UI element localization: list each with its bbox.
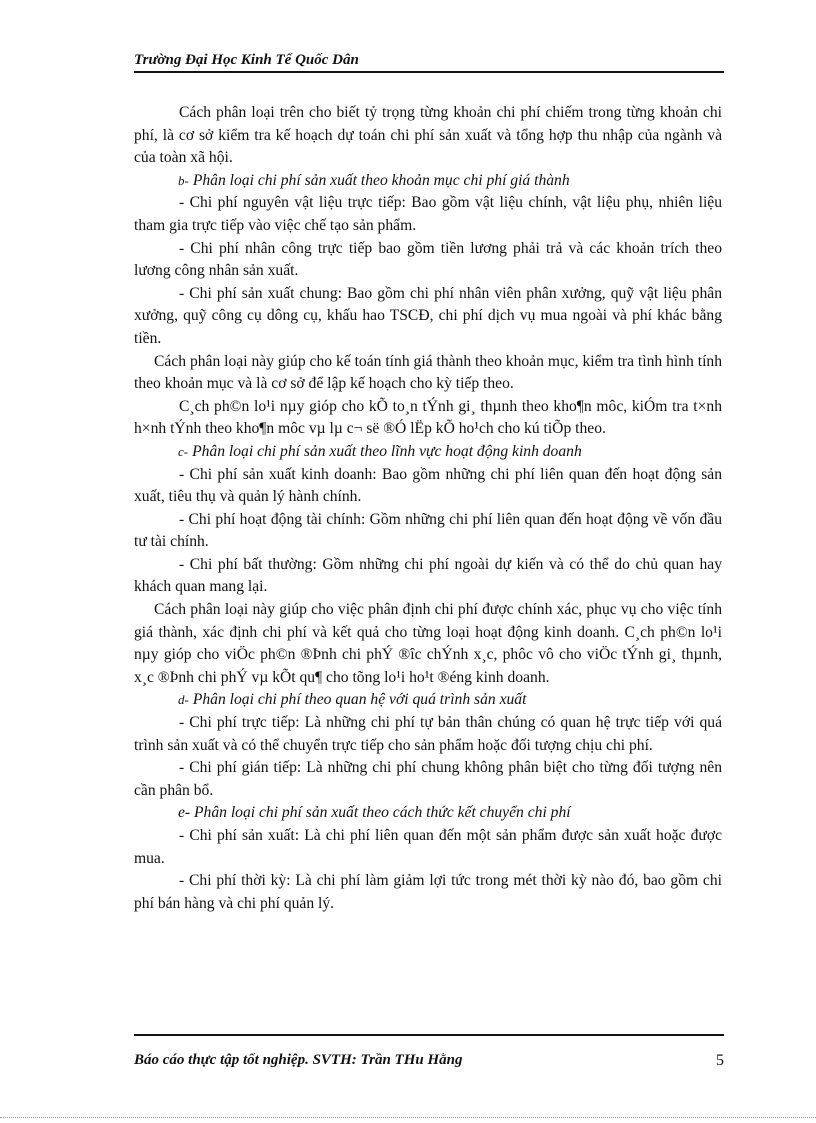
section-label: d- [178, 692, 189, 708]
running-header: Trường Đại Học Kinh Tế Quốc Dân [134, 52, 359, 68]
paragraph: - Chi phí bất thường: Gồm những chi phí ngoài dự kiến và có thể do chủ quan hay khách quan mang lại. [134, 555, 722, 596]
paragraph: Cách phân loại này giúp cho việc phân định chi phí được chính xác, phục vụ cho việc tính giá thành, xác định chi phí và kết quả cho từng loại hoạt động kinh doanh. C¸ch ph©n lo¹i nµy gióp cho viÖc ph©n ®Þnh chi phÝ ®îc chÝnh x¸c, phôc vô cho viÖc tÝnh gi¸ thµnh, x¸c ®Þnh chi phÝ vµ kÕt qu¶ cho tõng lo¹i ho¹t ®éng kinh doanh. [134, 601, 722, 686]
section-title: Phân loại chi phí sản xuất theo khoản mục chi phí giá thành [192, 171, 570, 189]
paragraph: Cách phân loại trên cho biết tỷ trọng từng khoản chi phí chiếm trong từng khoản chi phí, là cơ sở kiểm tra kế hoạch dự toán chi phí sản xuất và tổng hợp thu nhập của ngành và của toàn xã hội. [134, 104, 722, 167]
paragraph: - Chi phí sản xuất chung: Bao gồm chi phí nhân viên phân xưởng, quỹ vật liệu phân xưởng, quỹ công cụ dông cụ, khấu hao TSCĐ, chi phí dịch vụ mua ngoài và phí khác bằng tiền. [134, 284, 722, 347]
paragraph: - Chi phí sản xuất: Là chi phí liên quan đến một sản phẩm được sản xuất hoặc được mua. [134, 827, 722, 867]
section-title: Phân loại chi phí theo quan hệ với quá trình sản xuất [192, 691, 527, 709]
paragraph: - Chi phí trực tiếp: Là những chi phí tự bản thân chúng có quan hệ trực tiếp với quá trình sản xuất và có thể chuyển trực tiếp cho sản phẩm hoặc đối tượng chịu chi phí. [134, 714, 722, 754]
section-heading-e: e- Phân loại chi phí sản xuất theo cách thức kết chuyển chi phí [178, 804, 571, 822]
section-heading-d [134, 689, 722, 712]
paragraph: C¸ch ph©n lo¹i nµy gióp cho kÕ to¸n tÝnh gi¸ thµnh theo kho¶n môc, kiÓm tra t×nh h×nh tÝnh theo kho¶n môc vµ lµ c¬ së ®Ó lËp kÕ ho¹ch cho kú tiÕp theo. [134, 397, 722, 438]
running-footer: Báo cáo thực tập tốt nghiệp. SVTH: Trần THu Hằng [134, 1052, 463, 1068]
section-heading-b [134, 170, 722, 193]
page-number: 5 [716, 1052, 724, 1069]
paragraph: - Chi phí gián tiếp: Là những chi phí chung không phân biệt cho từng đối tượng nên cần phân bổ. [134, 759, 722, 799]
paragraph: - Chi phí sản xuất kinh doanh: Bao gồm những chi phí liên quan đến hoạt động sản xuất, tiêu thụ và quản lý hành chính. [134, 465, 722, 506]
paragraph: - Chi phí nguyên vật liệu trực tiếp: Bao gồm vật liệu chính, vật liệu phụ, nhiên liệu tham gia trực tiếp vào việc chế tạo sản phẩm. [134, 194, 722, 234]
section-heading-c [134, 441, 722, 464]
document-body [134, 102, 722, 915]
paragraph: Cách phân loại này giúp cho kế toán tính giá thành theo khoản mục, kiểm tra tình hình tính theo khoản mục và là cơ sở để lập kế hoạch cho kỳ tiếp theo. [134, 352, 722, 393]
paragraph: - Chi phí thời kỳ: Là chi phí làm giảm lợi tức trong mét thời kỳ nào đó, bao gồm chi phí bán hàng và chi phí quản lý. [134, 872, 722, 912]
paragraph: - Chi phí nhân công trực tiếp bao gồm tiền lương phải trả và các khoản trích theo lương công nhân sản xuất. [134, 239, 722, 280]
section-label: b- [178, 172, 189, 188]
section-title: Phân loại chi phí sản xuất theo lĩnh vực hoạt động kinh doanh [192, 442, 582, 460]
paragraph: - Chi phí hoạt động tài chính: Gồm những chi phí liên quan đến hoạt động về vốn đầu tư tài chính. [134, 510, 722, 551]
section-label: c- [178, 443, 189, 459]
page-boundary [0, 1117, 816, 1118]
header-rule [134, 71, 724, 73]
footer-rule [134, 1034, 724, 1036]
